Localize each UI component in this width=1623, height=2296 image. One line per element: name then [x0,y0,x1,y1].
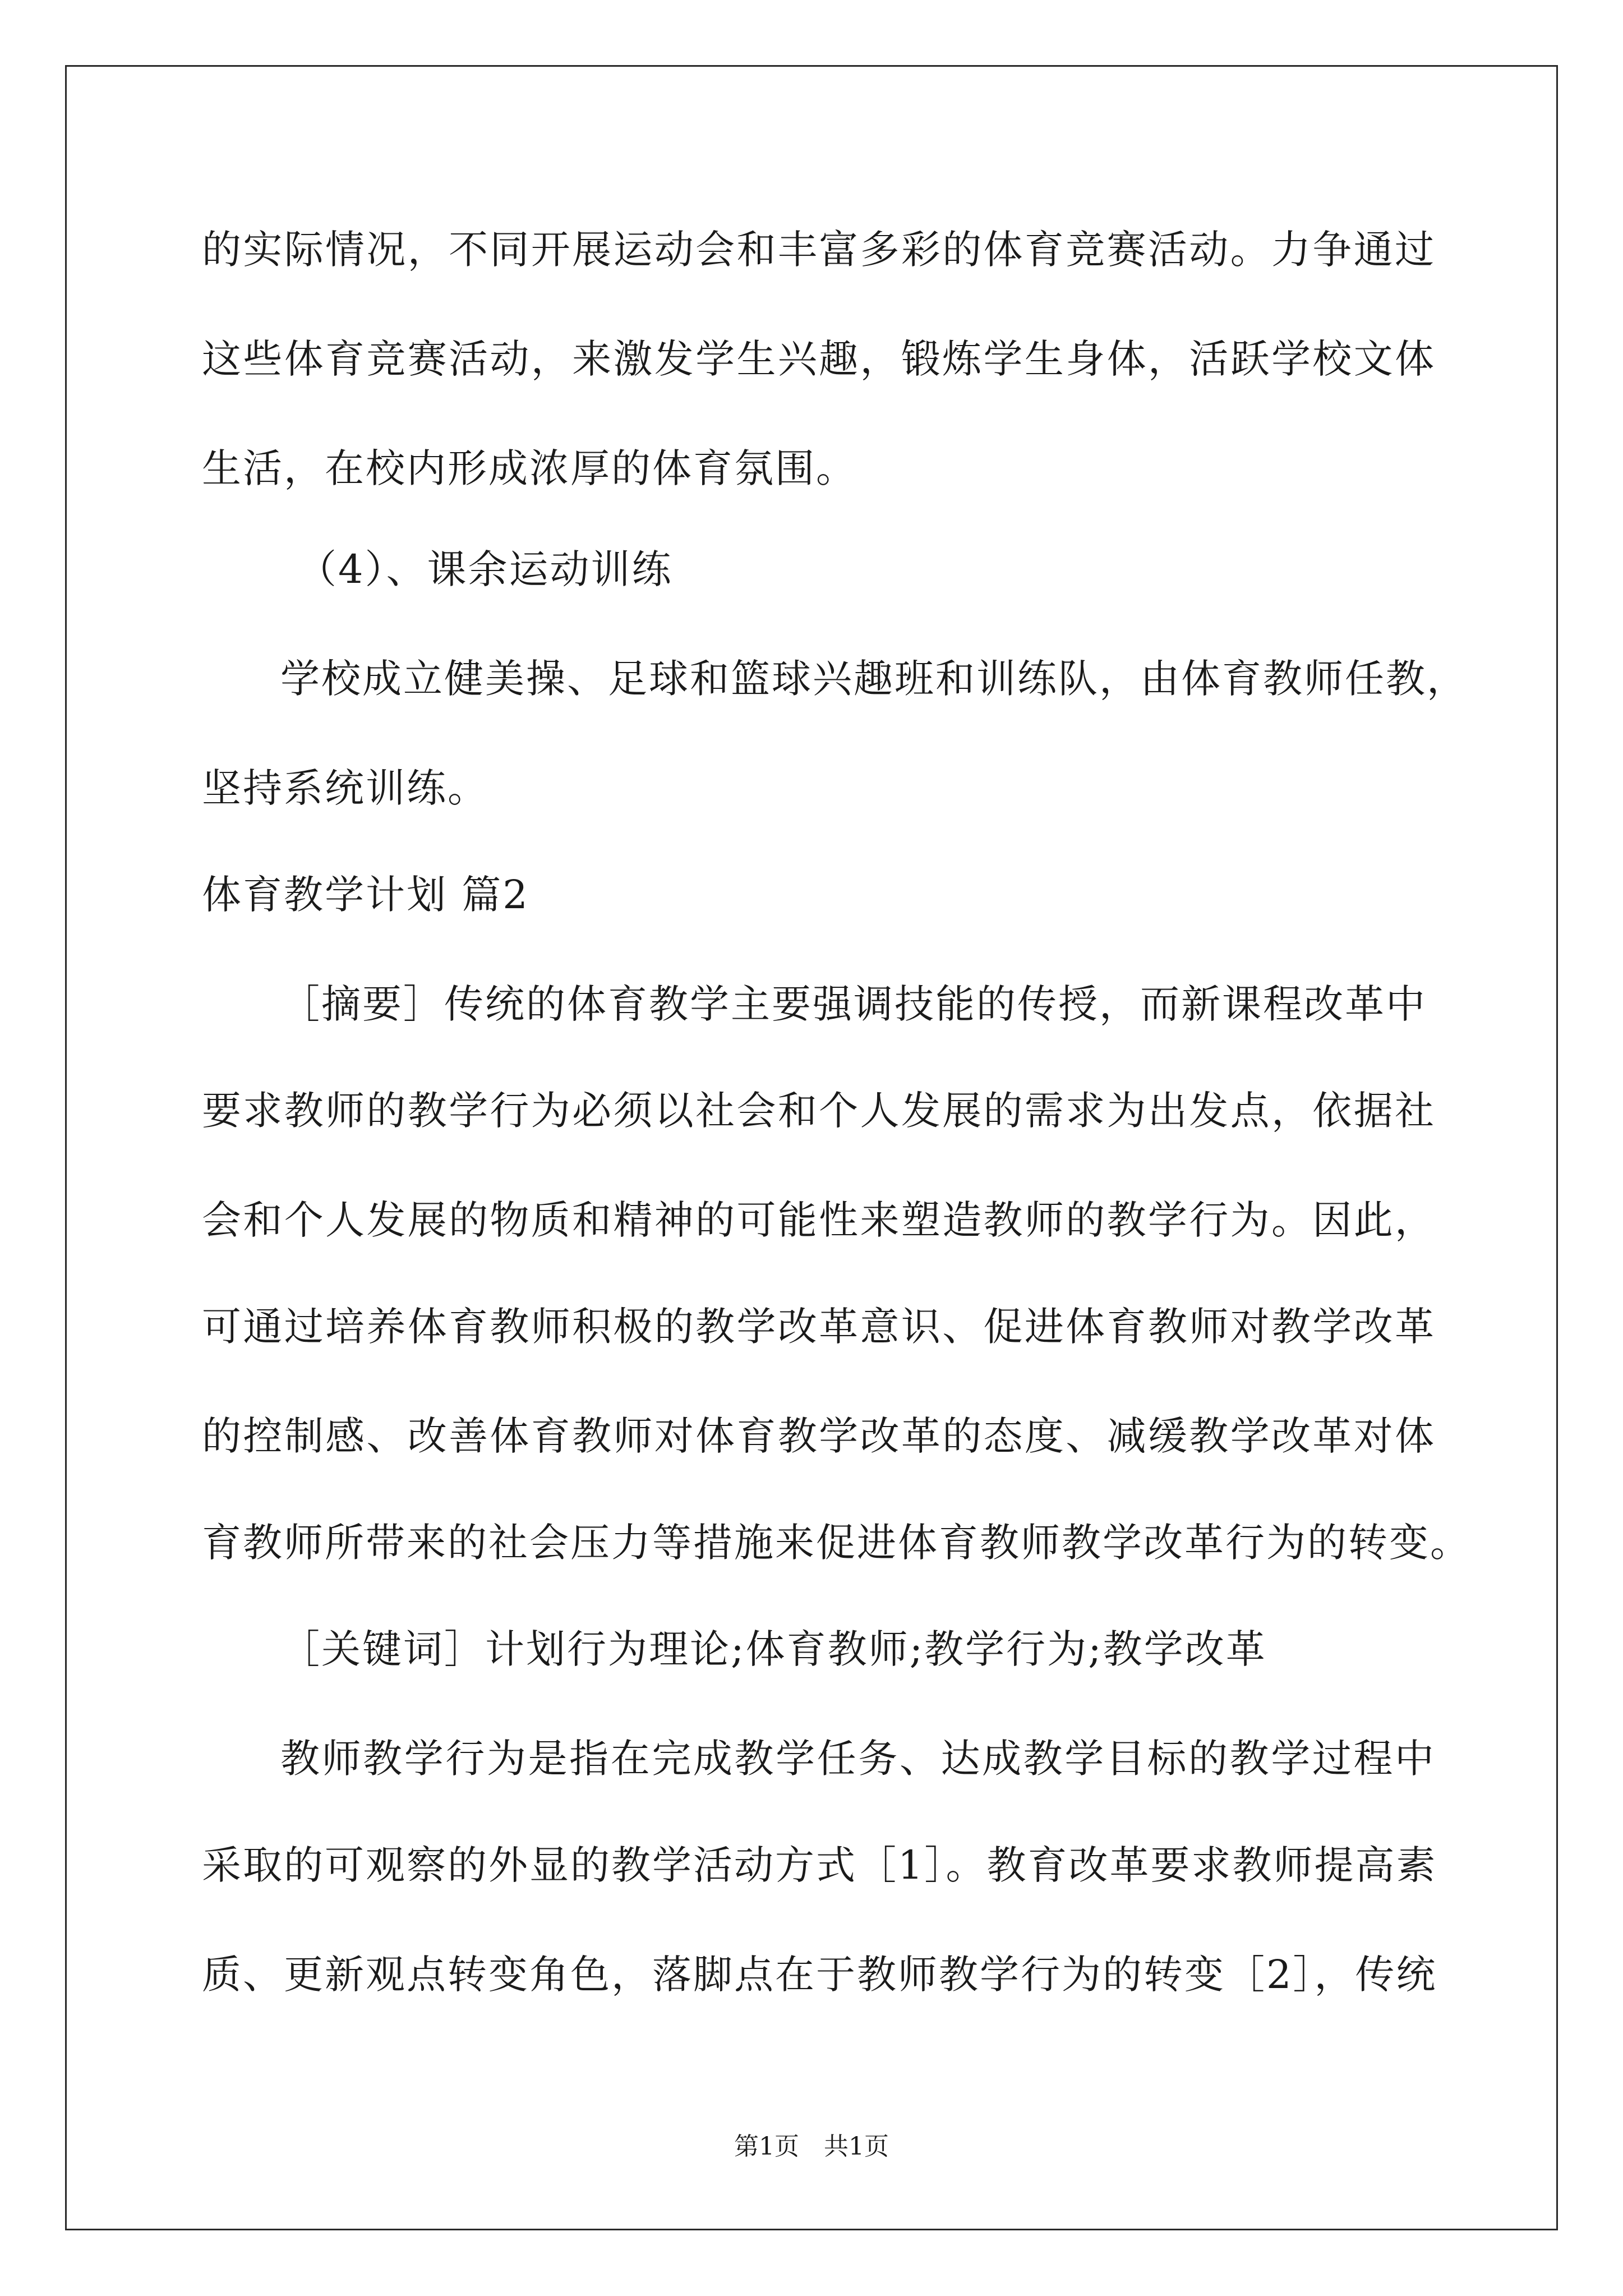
paragraph-line: 这些体育竞赛活动，来激发学生兴趣，锻炼学生身体，活跃学校文体 [202,336,1436,382]
paragraph-line: 教师教学行为是指在完成教学任务、达成教学目标的教学过程中 [280,1736,1436,1782]
paragraph-line: 的实际情况，不同开展运动会和丰富多彩的体育竞赛活动。力争通过 [202,227,1436,273]
paragraph-line: 采取的可观察的外显的教学活动方式［1］。教育改革要求教师提高素 [202,1842,1437,1888]
paragraph-line: 生活，在校内形成浓厚的体育氛围。 [202,445,857,491]
page-border [65,65,1558,2230]
abstract-line: 要求教师的教学行为必须以社会和个人发展的需求为出发点，依据社 [202,1088,1436,1134]
paragraph-line: 坚持系统训练。 [202,765,488,811]
abstract-line: 育教师所带来的社会压力等措施来促进体育教师教学改革行为的转变。 [202,1520,1471,1566]
abstract-line: 会和个人发展的物质和精神的可能性来塑造教师的教学行为。因此， [202,1197,1436,1243]
paragraph-line: 质、更新观点转变角色，落脚点在于教师教学行为的转变［2］，传统 [202,1952,1437,1998]
article-title: 体育教学计划 篇2 [202,872,529,918]
section-heading: （4）、课余运动训练 [297,546,673,592]
keywords-line: ［关键词］计划行为理论;体育教师;教学行为;教学改革 [280,1626,1267,1672]
paragraph-line: 学校成立健美操、足球和篮球兴趣班和训练队，由体育教师任教， [280,656,1468,702]
abstract-line: ［摘要］传统的体育教学主要强调技能的传授，而新课程改革中 [280,981,1427,1027]
abstract-line: 可通过培养体育教师积极的教学改革意识、促进体育教师对教学改革 [202,1304,1436,1350]
page-footer: 第1页 共1页 [734,2132,889,2161]
abstract-line: 的控制感、改善体育教师对体育教学改革的态度、减缓教学改革对体 [202,1413,1436,1459]
